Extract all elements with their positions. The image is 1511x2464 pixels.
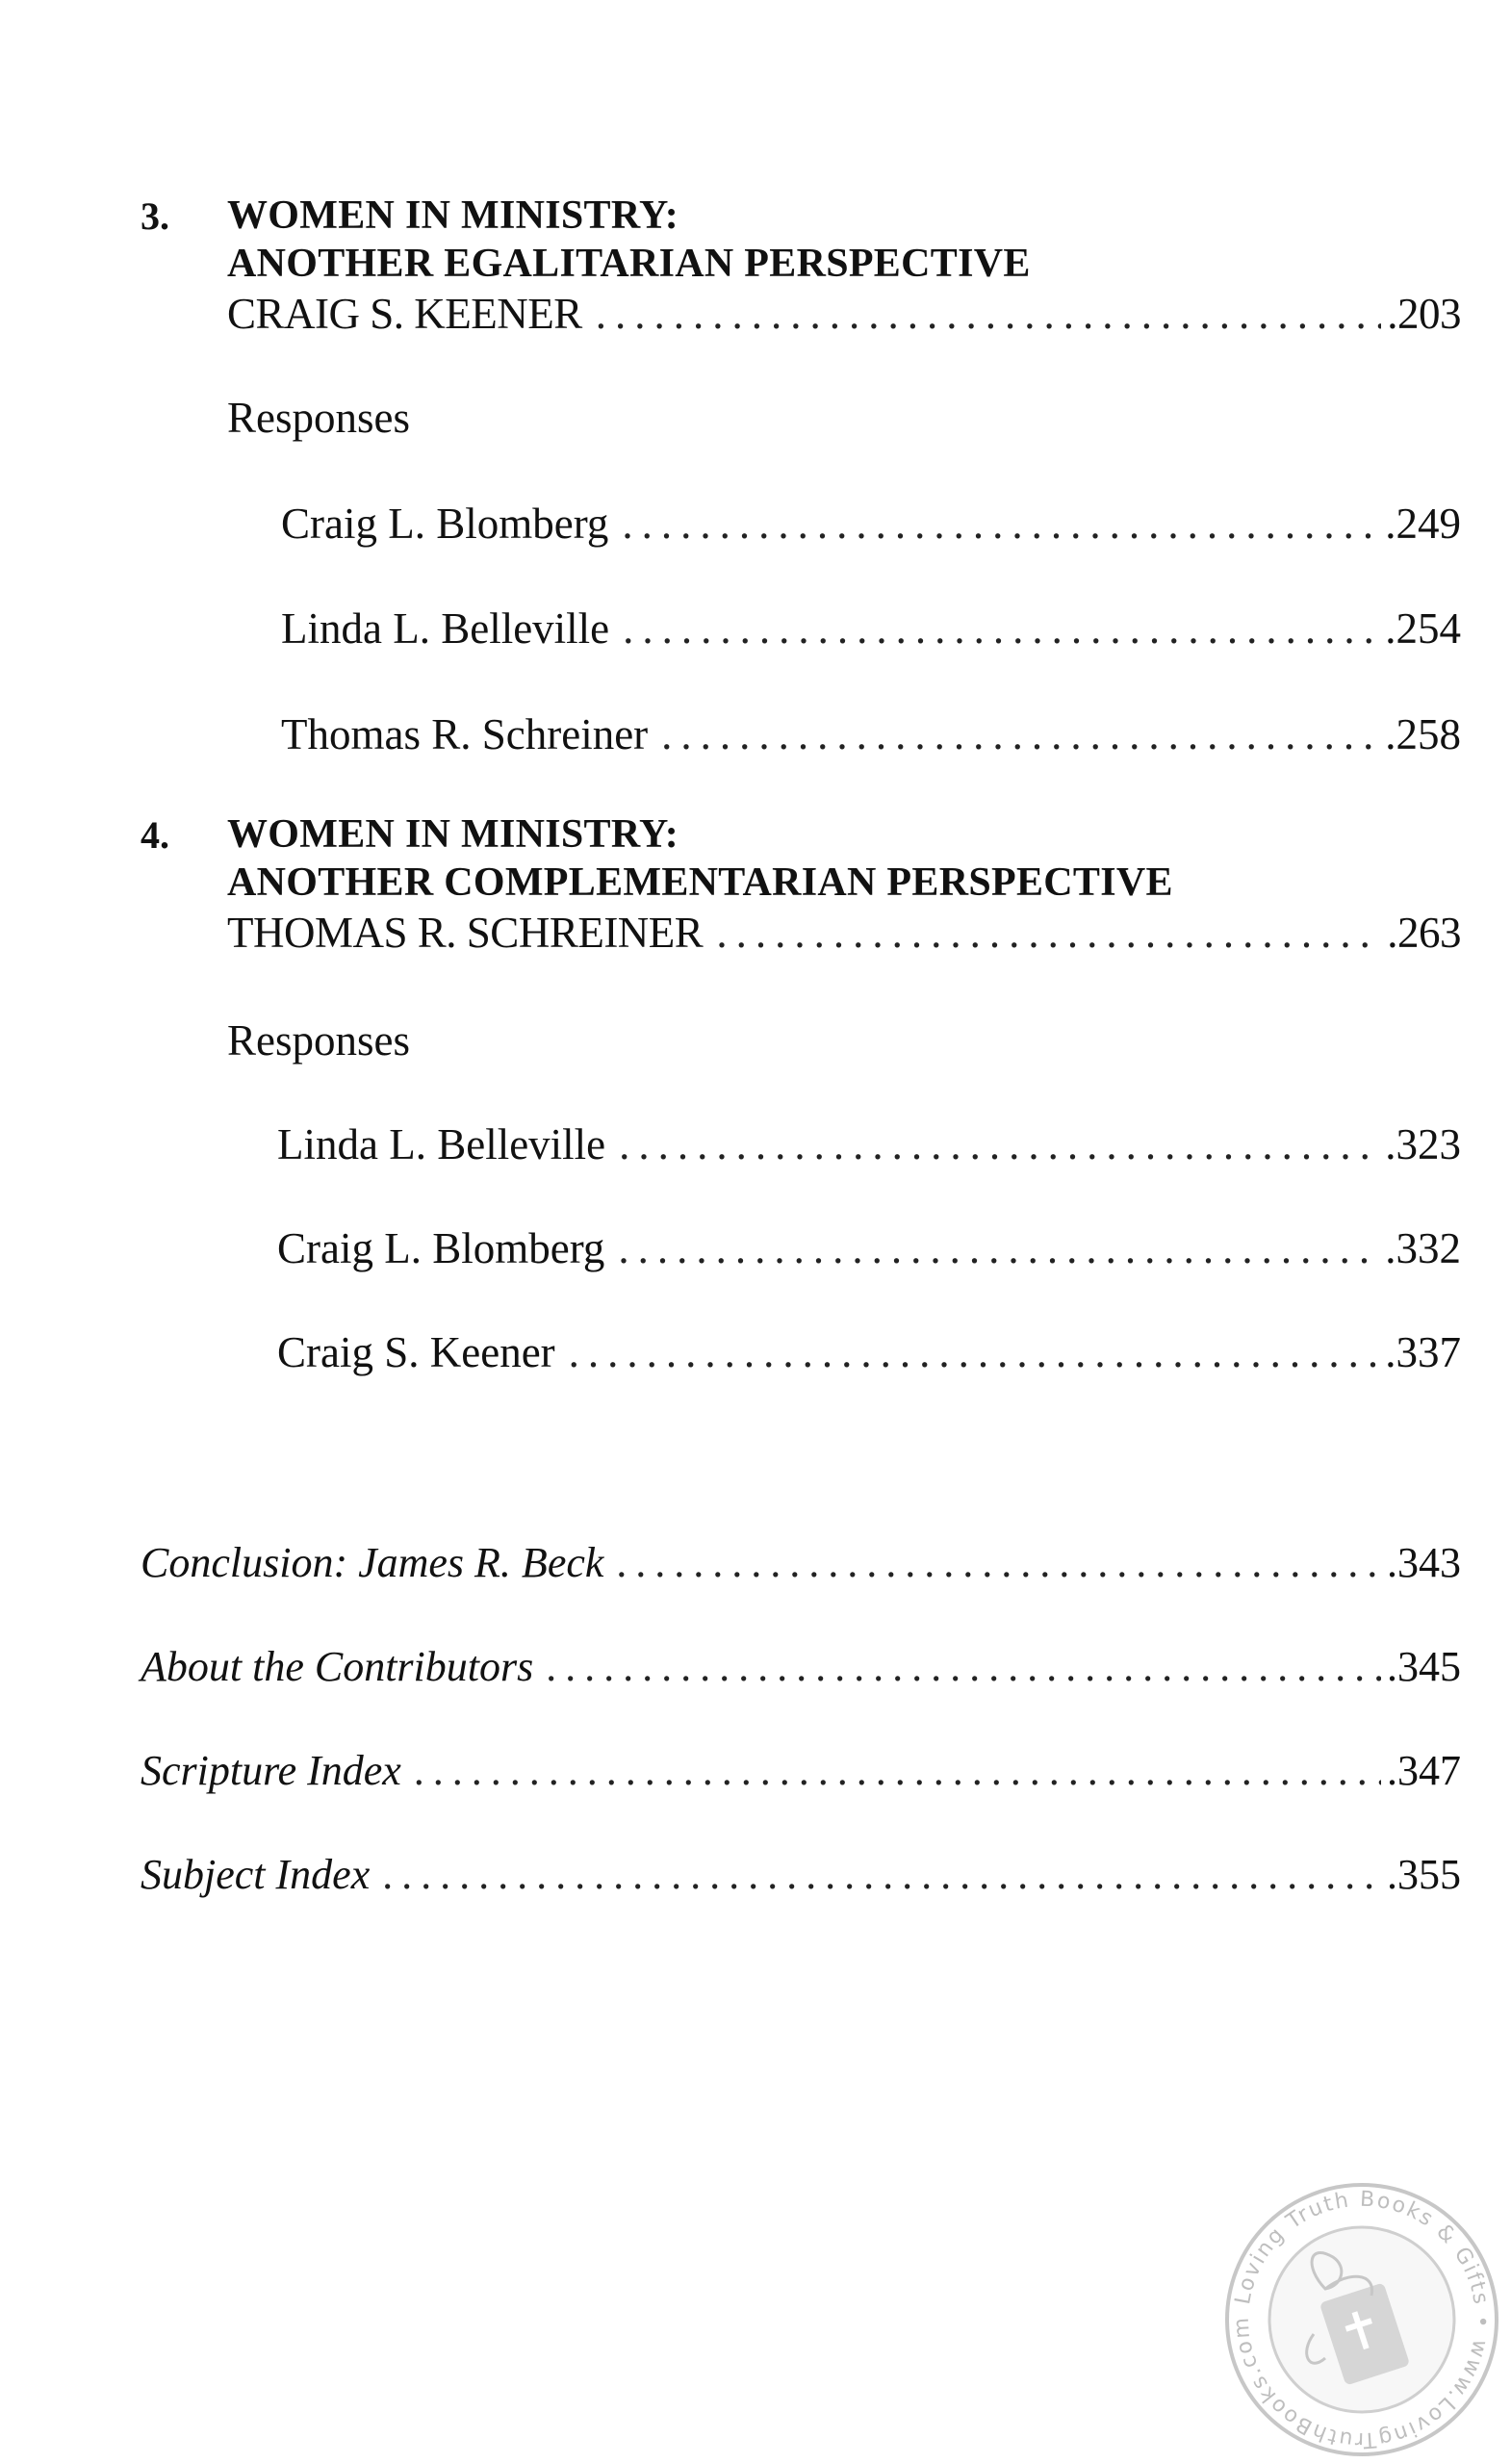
dot-leader: [619, 1119, 1379, 1169]
toc-entry-response[interactable]: [277, 1119, 1461, 1169]
dot-leader: [617, 1538, 1381, 1587]
page-number: .203: [1387, 290, 1461, 338]
author-name: THOMAS R. SCHREINER: [227, 909, 704, 957]
response-author: Linda L. Belleville: [277, 1120, 606, 1168]
dot-leader: [661, 709, 1379, 759]
response-author: Craig S. Keener: [277, 1328, 555, 1376]
toc-entry-response[interactable]: [277, 1223, 1461, 1273]
page-number: .332: [1385, 1224, 1461, 1272]
toc-entry-subject-index[interactable]: [141, 1850, 1461, 1899]
page-number: .355: [1387, 1851, 1461, 1898]
responses-heading: Responses: [227, 394, 410, 442]
page-number: .263: [1387, 909, 1461, 957]
toc-entry-author[interactable]: [227, 908, 1461, 958]
author-name: CRAIG S. KEENER: [227, 290, 582, 338]
dot-leader: [716, 908, 1381, 958]
svg-text:Loving Truth Books & Gifts • w: Loving Truth Books & Gifts • www.LovingTruthBooks.com: [1229, 2187, 1495, 2452]
dot-leader: [415, 1746, 1381, 1795]
dot-leader: [618, 1223, 1379, 1273]
section-number: 3.: [141, 194, 169, 238]
entry-label: Scripture Index: [141, 1747, 401, 1794]
dot-leader: [596, 289, 1381, 339]
toc-entry-response[interactable]: [281, 499, 1461, 549]
dot-leader: [569, 1327, 1380, 1377]
section-title-line2: ANOTHER COMPLEMENTARIAN PERSPECTIVE: [227, 860, 1173, 905]
toc-entry-conclusion[interactable]: [141, 1538, 1461, 1587]
page-number: .258: [1385, 710, 1461, 758]
page-number: .249: [1385, 500, 1461, 548]
toc-entry-response[interactable]: [277, 1327, 1461, 1377]
entry-label: Subject Index: [141, 1851, 371, 1898]
section-title-line1: WOMEN IN MINISTRY:: [227, 193, 679, 238]
dot-leader: [383, 1850, 1381, 1899]
response-author: Thomas R. Schreiner: [281, 710, 649, 758]
section-title-line2: ANOTHER EGALITARIAN PERSPECTIVE: [227, 242, 1031, 286]
response-author: Craig L. Blomberg: [277, 1224, 605, 1272]
page-number: .337: [1385, 1328, 1461, 1376]
toc-entry-author[interactable]: [227, 289, 1461, 339]
dot-leader: [623, 603, 1379, 654]
toc-entry-contributors[interactable]: [141, 1642, 1461, 1691]
toc-entry-response[interactable]: [281, 709, 1461, 759]
responses-heading: Responses: [227, 1016, 410, 1065]
page-number: .345: [1387, 1643, 1461, 1690]
response-author: Linda L. Belleville: [281, 604, 610, 653]
entry-label: Conclusion: James R. Beck: [141, 1539, 604, 1586]
page-number: .343: [1387, 1539, 1461, 1586]
section-number: 4.: [141, 813, 169, 857]
entry-label: About the Contributors: [141, 1643, 534, 1690]
toc-entry-response[interactable]: [281, 603, 1461, 654]
bible-gift-seal-icon: [1217, 2175, 1506, 2464]
toc-entry-scripture-index[interactable]: [141, 1746, 1461, 1795]
toc-section-3: [141, 192, 1461, 789]
page-number: .347: [1387, 1747, 1461, 1794]
dot-leader: [622, 499, 1379, 549]
page-number: .323: [1385, 1120, 1461, 1168]
dot-leader: [547, 1642, 1381, 1691]
section-title-line1: WOMEN IN MINISTRY:: [227, 812, 679, 857]
response-author: Craig L. Blomberg: [281, 500, 609, 548]
page-number: .254: [1385, 604, 1461, 653]
toc-section-4: [141, 811, 1461, 1408]
